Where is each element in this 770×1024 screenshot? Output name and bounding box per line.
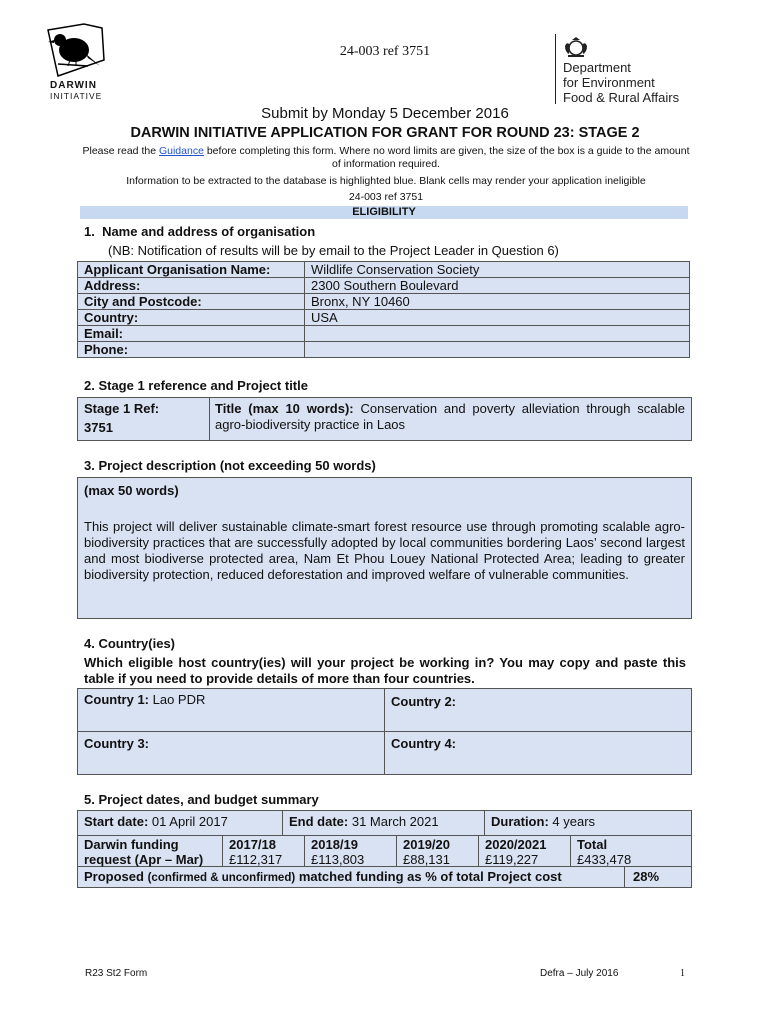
total-amount[interactable]: £433,478 [577, 852, 632, 867]
org-name-field[interactable]: Wildlife Conservation Society [305, 262, 690, 278]
year-label: 2018/19 [311, 837, 358, 852]
section-1-note: (NB: Notification of results will be by email to the Project Leader in Question 6) [108, 243, 559, 258]
description-field[interactable]: This project will deliver sustainable climate-smart forest resource use through promoting scalable agro-biodiversity practices that are successfully adopted by local communities bordering Laos’ second largest and most biodiverse protected area, Nam Et Phou Louey National Protected Area; leading to greater biodiversity protection, reduced deforestation and improved welfare of vulnerable communities. [84, 519, 685, 582]
guidance-note-suffix: before completing this form. Where no word limits are given, the size of the box is a guide to the amount of information required. [206, 145, 690, 170]
funding-label-line-2: request (Apr – Mar) [84, 852, 204, 867]
table-row [78, 310, 690, 326]
country-4-cell[interactable] [391, 736, 456, 751]
year-amount[interactable]: £113,803 [311, 852, 365, 867]
defra-line-1: Department [563, 60, 631, 75]
matched-label-b: (confirmed & unconfirmed) [147, 872, 296, 884]
year-2019-cell[interactable] [403, 837, 450, 867]
header-reference: 24-003 ref 3751 [339, 44, 431, 59]
defra-line-3: Food & Rural Affairs [563, 90, 680, 105]
table-row [78, 262, 690, 278]
stage1-ref-label: Stage 1 Ref: [84, 401, 160, 416]
duration-field[interactable]: 4 years [552, 814, 596, 829]
table-row [78, 342, 690, 358]
email-field[interactable] [305, 326, 690, 342]
country-4-label: Country 4: [391, 736, 456, 751]
country-2-label: Country 2: [391, 694, 456, 709]
matched-label-c: matched funding as % of total Project cost [298, 869, 562, 884]
address-field[interactable]: 2300 Southern Boulevard [305, 278, 690, 294]
duration-cell[interactable] [491, 814, 595, 829]
section-5-heading: 5. Project dates, and budget summary [84, 792, 319, 807]
city-field[interactable]: Bronx, NY 10460 [305, 294, 690, 310]
divider [570, 835, 571, 866]
page-title: DARWIN INITIATIVE APPLICATION FOR GRANT FOR ROUND 23: STAGE 2 [130, 125, 640, 141]
guidance-note [80, 145, 692, 171]
divider [78, 835, 691, 836]
address-label: Address: [78, 278, 305, 294]
phone-label: Phone: [78, 342, 305, 358]
defra-divider [555, 34, 556, 104]
footer-form-id: R23 St2 Form [85, 968, 148, 979]
total-cell[interactable] [577, 837, 631, 867]
email-label: Email: [78, 326, 305, 342]
country-3-cell[interactable] [84, 736, 149, 751]
divider [222, 835, 223, 866]
country-1-label: Country 1: [84, 692, 149, 707]
year-label: 2019/20 [403, 837, 450, 852]
country-1-field[interactable]: Lao PDR [152, 692, 206, 707]
divider [478, 835, 479, 866]
country-2-cell[interactable] [391, 694, 456, 709]
eligibility-banner: ELIGIBILITY [80, 206, 688, 219]
organisation-table [77, 261, 690, 358]
divider [396, 835, 397, 866]
funding-label [84, 837, 203, 867]
logo-text-darwin: DARWIN [50, 80, 97, 91]
guidance-link[interactable]: Guidance [158, 145, 204, 157]
country-3-label: Country 3: [84, 736, 149, 751]
divider [624, 866, 625, 887]
description-box[interactable] [77, 477, 692, 619]
start-date-field[interactable]: 01 April 2017 [151, 814, 228, 829]
year-label: 2020/2021 [485, 837, 547, 852]
page-number: 1 [680, 968, 685, 979]
year-2017-cell[interactable] [229, 837, 282, 867]
year-amount[interactable]: £112,317 [229, 852, 283, 867]
year-2020-cell[interactable] [485, 837, 546, 867]
countries-table [77, 688, 692, 775]
intro-reference: 24-003 ref 3751 [348, 191, 424, 203]
section-4-heading: 4. Country(ies) [84, 636, 176, 651]
guidance-note-prefix: Please read the [82, 145, 157, 157]
database-note: Information to be extracted to the database is highlighted blue. Blank cells may render your application ineligible [126, 175, 646, 187]
logo-text-initiative: INITIATIVE [50, 91, 103, 101]
project-title-label: Title (max 10 words): [215, 401, 354, 416]
description-limit-label: (max 50 words) [84, 483, 179, 498]
section-2-heading: 2. Stage 1 reference and Project title [84, 378, 308, 393]
country-field[interactable]: USA [305, 310, 690, 326]
section-4-question: Which eligible host country(ies) will your project be working in? You may copy and paste this table if you need to provide details of more than four countries. [84, 655, 686, 686]
divider [484, 811, 485, 835]
year-2018-cell[interactable] [311, 837, 364, 867]
org-name-label: Applicant Organisation Name: [78, 262, 305, 278]
footer-date: Defra – July 2016 [540, 968, 619, 979]
end-date-field[interactable]: 31 March 2021 [351, 814, 439, 829]
table-row [78, 278, 690, 294]
table-row [78, 326, 690, 342]
defra-logo-text [563, 60, 679, 105]
funding-label-line-1: Darwin funding [84, 837, 179, 852]
reference-title-box [77, 397, 692, 441]
country-label: Country: [78, 310, 305, 326]
year-amount[interactable]: £88,131 [403, 852, 450, 867]
stage1-ref-field[interactable]: 3751 [84, 420, 113, 435]
total-label: Total [577, 837, 608, 852]
divider [304, 835, 305, 866]
country-1-cell[interactable] [84, 692, 205, 707]
submit-deadline: Submit by Monday 5 December 2016 [261, 105, 509, 122]
start-date-label: Start date: [84, 814, 149, 829]
year-amount[interactable]: £119,227 [485, 852, 539, 867]
defra-line-2: for Environment [563, 75, 655, 90]
phone-field[interactable] [305, 342, 690, 358]
table-row [78, 294, 690, 310]
year-label: 2017/18 [229, 837, 276, 852]
section-3-heading: 3. Project description (not exceeding 50 words) [84, 458, 376, 473]
end-date-cell[interactable] [289, 814, 439, 829]
project-title-field[interactable]: Conservation and poverty alleviation through scalable agro-biodiversity practice in Laos [215, 401, 685, 432]
matched-funding-label [84, 869, 562, 886]
matched-funding-field[interactable]: 28% [633, 869, 660, 884]
royal-crest-icon [562, 36, 590, 58]
budget-table [77, 810, 692, 888]
city-label: City and Postcode: [78, 294, 305, 310]
end-date-label: End date: [289, 814, 349, 829]
section-1-heading: 1. Name and address of organisation [84, 224, 316, 239]
duration-label: Duration: [491, 814, 549, 829]
divider [282, 811, 283, 835]
start-date-cell[interactable] [84, 814, 228, 829]
divider [78, 731, 691, 732]
matched-label-a: Proposed [84, 869, 144, 884]
project-title-cell[interactable] [215, 401, 685, 433]
